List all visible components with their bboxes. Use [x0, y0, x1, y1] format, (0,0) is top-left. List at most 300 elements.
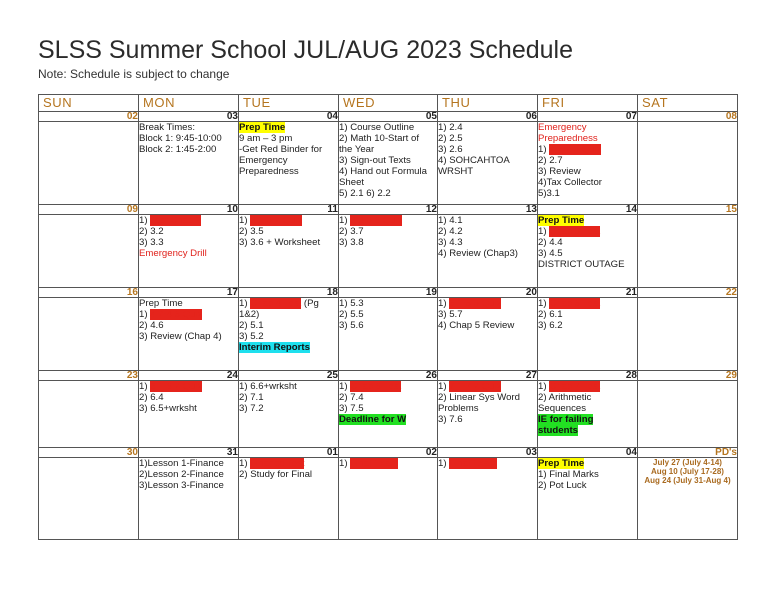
schedule-entry [638, 467, 737, 476]
assessment-highlight: 5.1-5.3 Quiz [449, 298, 502, 309]
prep-time-highlight: Prep Time [239, 122, 286, 133]
entry-number: 1) [339, 215, 351, 226]
date-number: 05 [339, 112, 438, 122]
entry-text: 2) 2.7 [538, 155, 563, 166]
deadline-highlight: students [538, 425, 578, 436]
entry-text: 2)Lesson 2-Finance [139, 469, 224, 480]
date-number: 12 [339, 205, 438, 215]
schedule-entry [438, 414, 537, 425]
day-cell [638, 215, 738, 288]
weekday-header-thu: THU [438, 95, 538, 112]
emergency-text: Emergency [538, 122, 587, 133]
entry-text: 3) Sign-out Texts [339, 155, 411, 166]
assessment-highlight: 4.2-4.5 Quiz [150, 309, 203, 320]
assessment-highlight: Test Chap 2 [150, 215, 202, 226]
schedule-entry [438, 298, 537, 309]
entry-number: 1) [239, 458, 251, 469]
date-number: 23 [39, 371, 139, 381]
day-cell [538, 458, 638, 540]
date-row [39, 112, 738, 122]
date-number: 26 [339, 371, 438, 381]
day-cell [139, 298, 239, 371]
schedule-entry [438, 237, 537, 248]
entry-text: 1&2) [239, 309, 260, 320]
date-number: 20 [438, 288, 538, 298]
day-cell [538, 122, 638, 205]
entry-text: -Get Red Binder for [239, 144, 323, 155]
schedule-row [39, 298, 738, 371]
schedule-row [39, 122, 738, 205]
date-number: PD's [638, 448, 738, 458]
schedule-entry [638, 476, 737, 485]
schedule-entry [239, 309, 338, 320]
assessment-highlight: Chap 3 Test [549, 226, 601, 237]
day-cell [339, 458, 438, 540]
schedule-entry [239, 215, 338, 226]
schedule-entry [538, 403, 637, 414]
day-cell [339, 298, 438, 371]
schedule-entry [339, 298, 437, 309]
entry-text: Problems [438, 403, 479, 414]
schedule-entry [339, 414, 437, 425]
entry-text: 3) 7.6 [438, 414, 463, 425]
day-cell [638, 122, 738, 205]
schedule-note: Note: Schedule is subject to change [38, 67, 230, 81]
schedule-entry [339, 381, 437, 392]
day-cell [39, 215, 139, 288]
schedule-entry [139, 480, 238, 491]
schedule-entry [339, 320, 437, 331]
entry-text: 3) 6.5+wrksht [139, 403, 197, 414]
date-number: 31 [139, 448, 239, 458]
entry-text: 4) Review (Chap3) [438, 248, 518, 259]
page-title: SLSS Summer School JUL/AUG 2023 Schedule [38, 36, 573, 64]
day-cell [339, 381, 438, 448]
schedule-entry [538, 248, 637, 259]
entry-text: 2) 6.4 [139, 392, 164, 403]
schedule-entry [538, 425, 637, 436]
date-number: 30 [39, 448, 139, 458]
entry-text: 1) 4.1 [438, 215, 463, 226]
schedule-entry [438, 133, 537, 144]
deadline-highlight: Deadline for W [339, 414, 407, 425]
day-cell [39, 298, 139, 371]
schedule-entry [239, 133, 338, 144]
schedule-entry [538, 133, 637, 144]
weekday-header-sat: SAT [638, 95, 738, 112]
schedule-entry [339, 458, 437, 469]
entry-text: 4) SOHCAHTOA [438, 155, 510, 166]
date-number: 25 [239, 371, 339, 381]
entry-text: DISTRICT OUTAGE [538, 259, 625, 270]
schedule-entry [139, 133, 238, 144]
weekday-header-tue: TUE [239, 95, 339, 112]
weekday-header-wed: WED [339, 95, 438, 112]
schedule-row [39, 381, 738, 448]
entry-text: 2) Arithmetic [538, 392, 592, 403]
entry-number: 1) [239, 298, 251, 309]
schedule-entry [239, 155, 338, 166]
entry-text: 3) Review (Chap 4) [139, 331, 222, 342]
entry-text: 3) 7.5 [339, 403, 364, 414]
emergency-text: Emergency Drill [139, 248, 207, 259]
schedule-entry [538, 215, 637, 226]
entry-text: 4) Hand out Formula [339, 166, 427, 177]
schedule-entry [139, 248, 238, 259]
schedule-entry [139, 215, 238, 226]
date-number: 06 [438, 112, 538, 122]
entry-text: 2) 6.1 [538, 309, 563, 320]
entry-suffix: (Pg [301, 298, 319, 309]
assessment-highlight: Chap 6 Test [350, 381, 402, 392]
day-cell [339, 122, 438, 205]
entry-text: 2) 4.4 [538, 237, 563, 248]
date-number: 11 [239, 205, 339, 215]
schedule-entry [139, 298, 238, 309]
schedule-entry [239, 342, 338, 353]
schedule-entry [139, 144, 238, 155]
entry-text: Sheet [339, 177, 365, 188]
schedule-entry [239, 469, 338, 480]
entry-number: 1) [139, 215, 151, 226]
schedule-entry [239, 166, 338, 177]
weekday-header-mon: MON [139, 95, 239, 112]
schedule-entry [339, 309, 437, 320]
schedule-entry [339, 155, 437, 166]
entry-text: 3) 5.2 [239, 331, 264, 342]
schedule-entry [139, 331, 238, 342]
schedule-entry [538, 237, 637, 248]
entry-text: 2) 7.4 [339, 392, 364, 403]
date-number: 28 [538, 371, 638, 381]
day-cell [438, 298, 538, 371]
entry-number: 1) [438, 458, 450, 469]
entry-number: 1) [139, 381, 151, 392]
day-cell [239, 298, 339, 371]
day-cell [39, 381, 139, 448]
entry-text: Preparedness [239, 166, 299, 177]
schedule-entry [339, 226, 437, 237]
entry-number: 1) [538, 298, 550, 309]
entry-text: 2) 7.1 [239, 392, 264, 403]
date-number: 24 [139, 371, 239, 381]
date-number: 14 [538, 205, 638, 215]
entry-text: July 27 (July 4-14) [653, 458, 722, 467]
day-cell [438, 458, 538, 540]
schedule-entry [339, 122, 437, 133]
schedule-entry [538, 469, 637, 480]
schedule-entry [538, 480, 637, 491]
day-cell [339, 215, 438, 288]
schedule-entry [139, 309, 238, 320]
day-cell [139, 458, 239, 540]
entry-number: 1) [139, 309, 151, 320]
assessment-highlight: Final Exam [449, 458, 498, 469]
prep-time-highlight: Prep Time [538, 215, 585, 226]
schedule-entry [239, 403, 338, 414]
schedule-entry [538, 259, 637, 270]
schedule-entry [538, 144, 637, 155]
date-number: 02 [339, 448, 438, 458]
schedule-entry [339, 144, 437, 155]
day-cell [139, 215, 239, 288]
entry-text: 2) 4.6 [139, 320, 164, 331]
entry-text: 3) 5.6 [339, 320, 364, 331]
date-number: 09 [39, 205, 139, 215]
day-cell [538, 298, 638, 371]
schedule-entry [638, 458, 737, 467]
entry-text: 3) Review [538, 166, 581, 177]
schedule-entry [339, 188, 437, 199]
entry-text: 1) 6.6+wrksht [239, 381, 297, 392]
entry-number: 1) [538, 144, 550, 155]
entry-text: 2) 4.2 [438, 226, 463, 237]
date-number: 04 [538, 448, 638, 458]
entry-text: 3) 7.2 [239, 403, 264, 414]
assessment-highlight: Finance Test [250, 458, 305, 469]
date-number: 22 [638, 288, 738, 298]
assessment-highlight: Chap 4 Test [250, 298, 302, 309]
emergency-text: Preparedness [538, 133, 598, 144]
day-cell [538, 215, 638, 288]
entry-text: 2) 3.7 [339, 226, 364, 237]
date-number: 02 [39, 112, 139, 122]
date-number: 17 [139, 288, 239, 298]
schedule-entry [239, 298, 338, 309]
entry-text: 1) 2.4 [438, 122, 463, 133]
schedule-entry [139, 458, 238, 469]
entry-text: Aug 10 (July 17-28) [651, 467, 724, 476]
entry-text: 1) Course Outline [339, 122, 415, 133]
entry-text: 3) 3.6 + Worksheet [239, 237, 321, 248]
date-number: 03 [438, 448, 538, 458]
schedule-entry [339, 403, 437, 414]
schedule-entry [139, 320, 238, 331]
date-number: 16 [39, 288, 139, 298]
entry-text: 2) 3.5 [239, 226, 264, 237]
entry-text: 2) Linear Sys Word [438, 392, 520, 403]
day-cell [438, 381, 538, 448]
entry-text: 4) Chap 5 Review [438, 320, 515, 331]
entry-text: Sequences [538, 403, 587, 414]
schedule-entry [339, 392, 437, 403]
day-cell [239, 215, 339, 288]
entry-text: 1) Final Marks [538, 469, 599, 480]
schedule-entry [538, 177, 637, 188]
prep-time-highlight: Prep Time [538, 458, 585, 469]
schedule-entry [438, 392, 537, 403]
date-number: 29 [638, 371, 738, 381]
entry-number: 1) [239, 215, 251, 226]
day-cell [139, 381, 239, 448]
date-number: 08 [638, 112, 738, 122]
schedule-entry [239, 331, 338, 342]
entry-number: 1) [438, 298, 450, 309]
date-row [39, 371, 738, 381]
schedule-entry [239, 320, 338, 331]
schedule-entry [438, 215, 537, 226]
entry-text: Block 2: 1:45-2:00 [139, 144, 217, 155]
schedule-entry [139, 403, 238, 414]
schedule-entry [538, 226, 637, 237]
schedule-entry [438, 320, 537, 331]
schedule-entry [538, 309, 637, 320]
date-row [39, 288, 738, 298]
entry-text: Prep Time [139, 298, 183, 309]
assessment-highlight: 7.1-7.2 Quiz [449, 381, 502, 392]
schedule-row [39, 458, 738, 540]
entry-text: 3) 2.6 [438, 144, 463, 155]
entry-text: 3) 3.3 [139, 237, 164, 248]
schedule-entry [538, 320, 637, 331]
schedule-entry [339, 133, 437, 144]
entry-text: 1) 5.3 [339, 298, 364, 309]
date-number: 27 [438, 371, 538, 381]
schedule-entry [438, 122, 537, 133]
entry-text: Aug 24 (July 31-Aug 4) [644, 476, 731, 485]
schedule-entry [139, 237, 238, 248]
entry-text: 2) Study for Final [239, 469, 313, 480]
day-cell [39, 458, 139, 540]
entry-text: 2) 5.1 [239, 320, 264, 331]
schedule-entry [438, 155, 537, 166]
schedule-entry [239, 392, 338, 403]
day-cell [538, 381, 638, 448]
day-cell [438, 122, 538, 205]
entry-number: 1) [538, 381, 550, 392]
entry-number: 1) [538, 226, 550, 237]
date-number: 04 [239, 112, 339, 122]
schedule-entry [438, 309, 537, 320]
entry-text: 3)Lesson 3-Finance [139, 480, 224, 491]
day-cell [239, 381, 339, 448]
assessment-highlight: Final Exam [350, 458, 399, 469]
date-number: 13 [438, 205, 538, 215]
schedule-entry [438, 458, 537, 469]
schedule-entry [438, 381, 537, 392]
date-number: 18 [239, 288, 339, 298]
date-number: 15 [638, 205, 738, 215]
day-cell [239, 122, 339, 205]
schedule-entry [239, 226, 338, 237]
entry-number: 1) [339, 458, 351, 469]
date-number: 01 [239, 448, 339, 458]
schedule-entry [538, 298, 637, 309]
schedule-entry [438, 144, 537, 155]
schedule-entry [538, 414, 637, 425]
entry-text: Emergency [239, 155, 288, 166]
day-cell [239, 458, 339, 540]
entry-text: 9 am – 3 pm [239, 133, 293, 144]
schedule-entry [239, 122, 338, 133]
entry-text: 3) 4.3 [438, 237, 463, 248]
entry-text: 2) 3.2 [139, 226, 164, 237]
schedule-entry [538, 188, 637, 199]
schedule-entry [538, 458, 637, 469]
schedule-entry [339, 215, 437, 226]
schedule-entry [239, 237, 338, 248]
entry-text: 5)3.1 [538, 188, 560, 199]
date-number: 19 [339, 288, 438, 298]
day-cell [438, 215, 538, 288]
interim-highlight: Interim Reports [239, 342, 310, 353]
entry-text: WRSHT [438, 166, 474, 177]
schedule-entry [339, 237, 437, 248]
schedule-entry [438, 166, 537, 177]
calendar-table [38, 94, 738, 540]
entry-text: 2) Math 10-Start of [339, 133, 419, 144]
entry-text: 2) 2.5 [438, 133, 463, 144]
schedule-entry [139, 226, 238, 237]
date-number: 03 [139, 112, 239, 122]
entry-text: 3) 6.2 [538, 320, 563, 331]
entry-text: 4)Tax Collector [538, 177, 602, 188]
day-cell [638, 298, 738, 371]
schedule-entry [438, 248, 537, 259]
assessment-highlight: 2.1-2.3 Quiz [549, 144, 602, 155]
schedule-entry [438, 226, 537, 237]
schedule-entry [538, 381, 637, 392]
schedule-entry [538, 155, 637, 166]
schedule-entry [139, 122, 238, 133]
schedule-row [39, 215, 738, 288]
schedule-entry [538, 122, 637, 133]
schedule-entry [438, 403, 537, 414]
entry-text: Break Times: [139, 122, 195, 133]
assessment-highlight: 6.1-6.2 Quiz [150, 381, 203, 392]
entry-text: the Year [339, 144, 375, 155]
entry-text: 3) 3.8 [339, 237, 364, 248]
entry-text: 5) 2.1 6) 2.2 [339, 188, 391, 199]
schedule-entry [239, 144, 338, 155]
date-number: 10 [139, 205, 239, 215]
day-cell [39, 122, 139, 205]
date-row [39, 205, 738, 215]
schedule-entry [538, 166, 637, 177]
schedule-entry [139, 392, 238, 403]
entry-text: Block 1: 9:45-10:00 [139, 133, 222, 144]
deadline-highlight: IE for failing [538, 414, 594, 425]
assessment-highlight: 3.1-3.2 Quiz [250, 215, 303, 226]
schedule-entry [239, 381, 338, 392]
assessment-highlight: Chap 7 Test [549, 381, 601, 392]
assessment-highlight: Chap 5 Test [549, 298, 601, 309]
entry-text: 3) 5.7 [438, 309, 463, 320]
weekday-header-sun: SUN [39, 95, 139, 112]
day-cell [139, 122, 239, 205]
entry-text: 3) 4.5 [538, 248, 563, 259]
date-number: 07 [538, 112, 638, 122]
schedule-entry [139, 469, 238, 480]
date-number: 21 [538, 288, 638, 298]
entry-number: 1) [438, 381, 450, 392]
day-cell [638, 458, 738, 540]
schedule-entry [339, 177, 437, 188]
entry-text: 2) Pot Luck [538, 480, 587, 491]
schedule-entry [538, 392, 637, 403]
schedule-entry [239, 458, 338, 469]
entry-text: 1)Lesson 1-Finance [139, 458, 224, 469]
schedule-entry [139, 381, 238, 392]
weekday-header-row [39, 95, 738, 112]
assessment-highlight: 3.3-3.6 Quiz [350, 215, 403, 226]
entry-number: 1) [339, 381, 351, 392]
entry-text: 2) 5.5 [339, 309, 364, 320]
schedule-entry [339, 166, 437, 177]
day-cell [638, 381, 738, 448]
date-row [39, 448, 738, 458]
weekday-header-fri: FRI [538, 95, 638, 112]
